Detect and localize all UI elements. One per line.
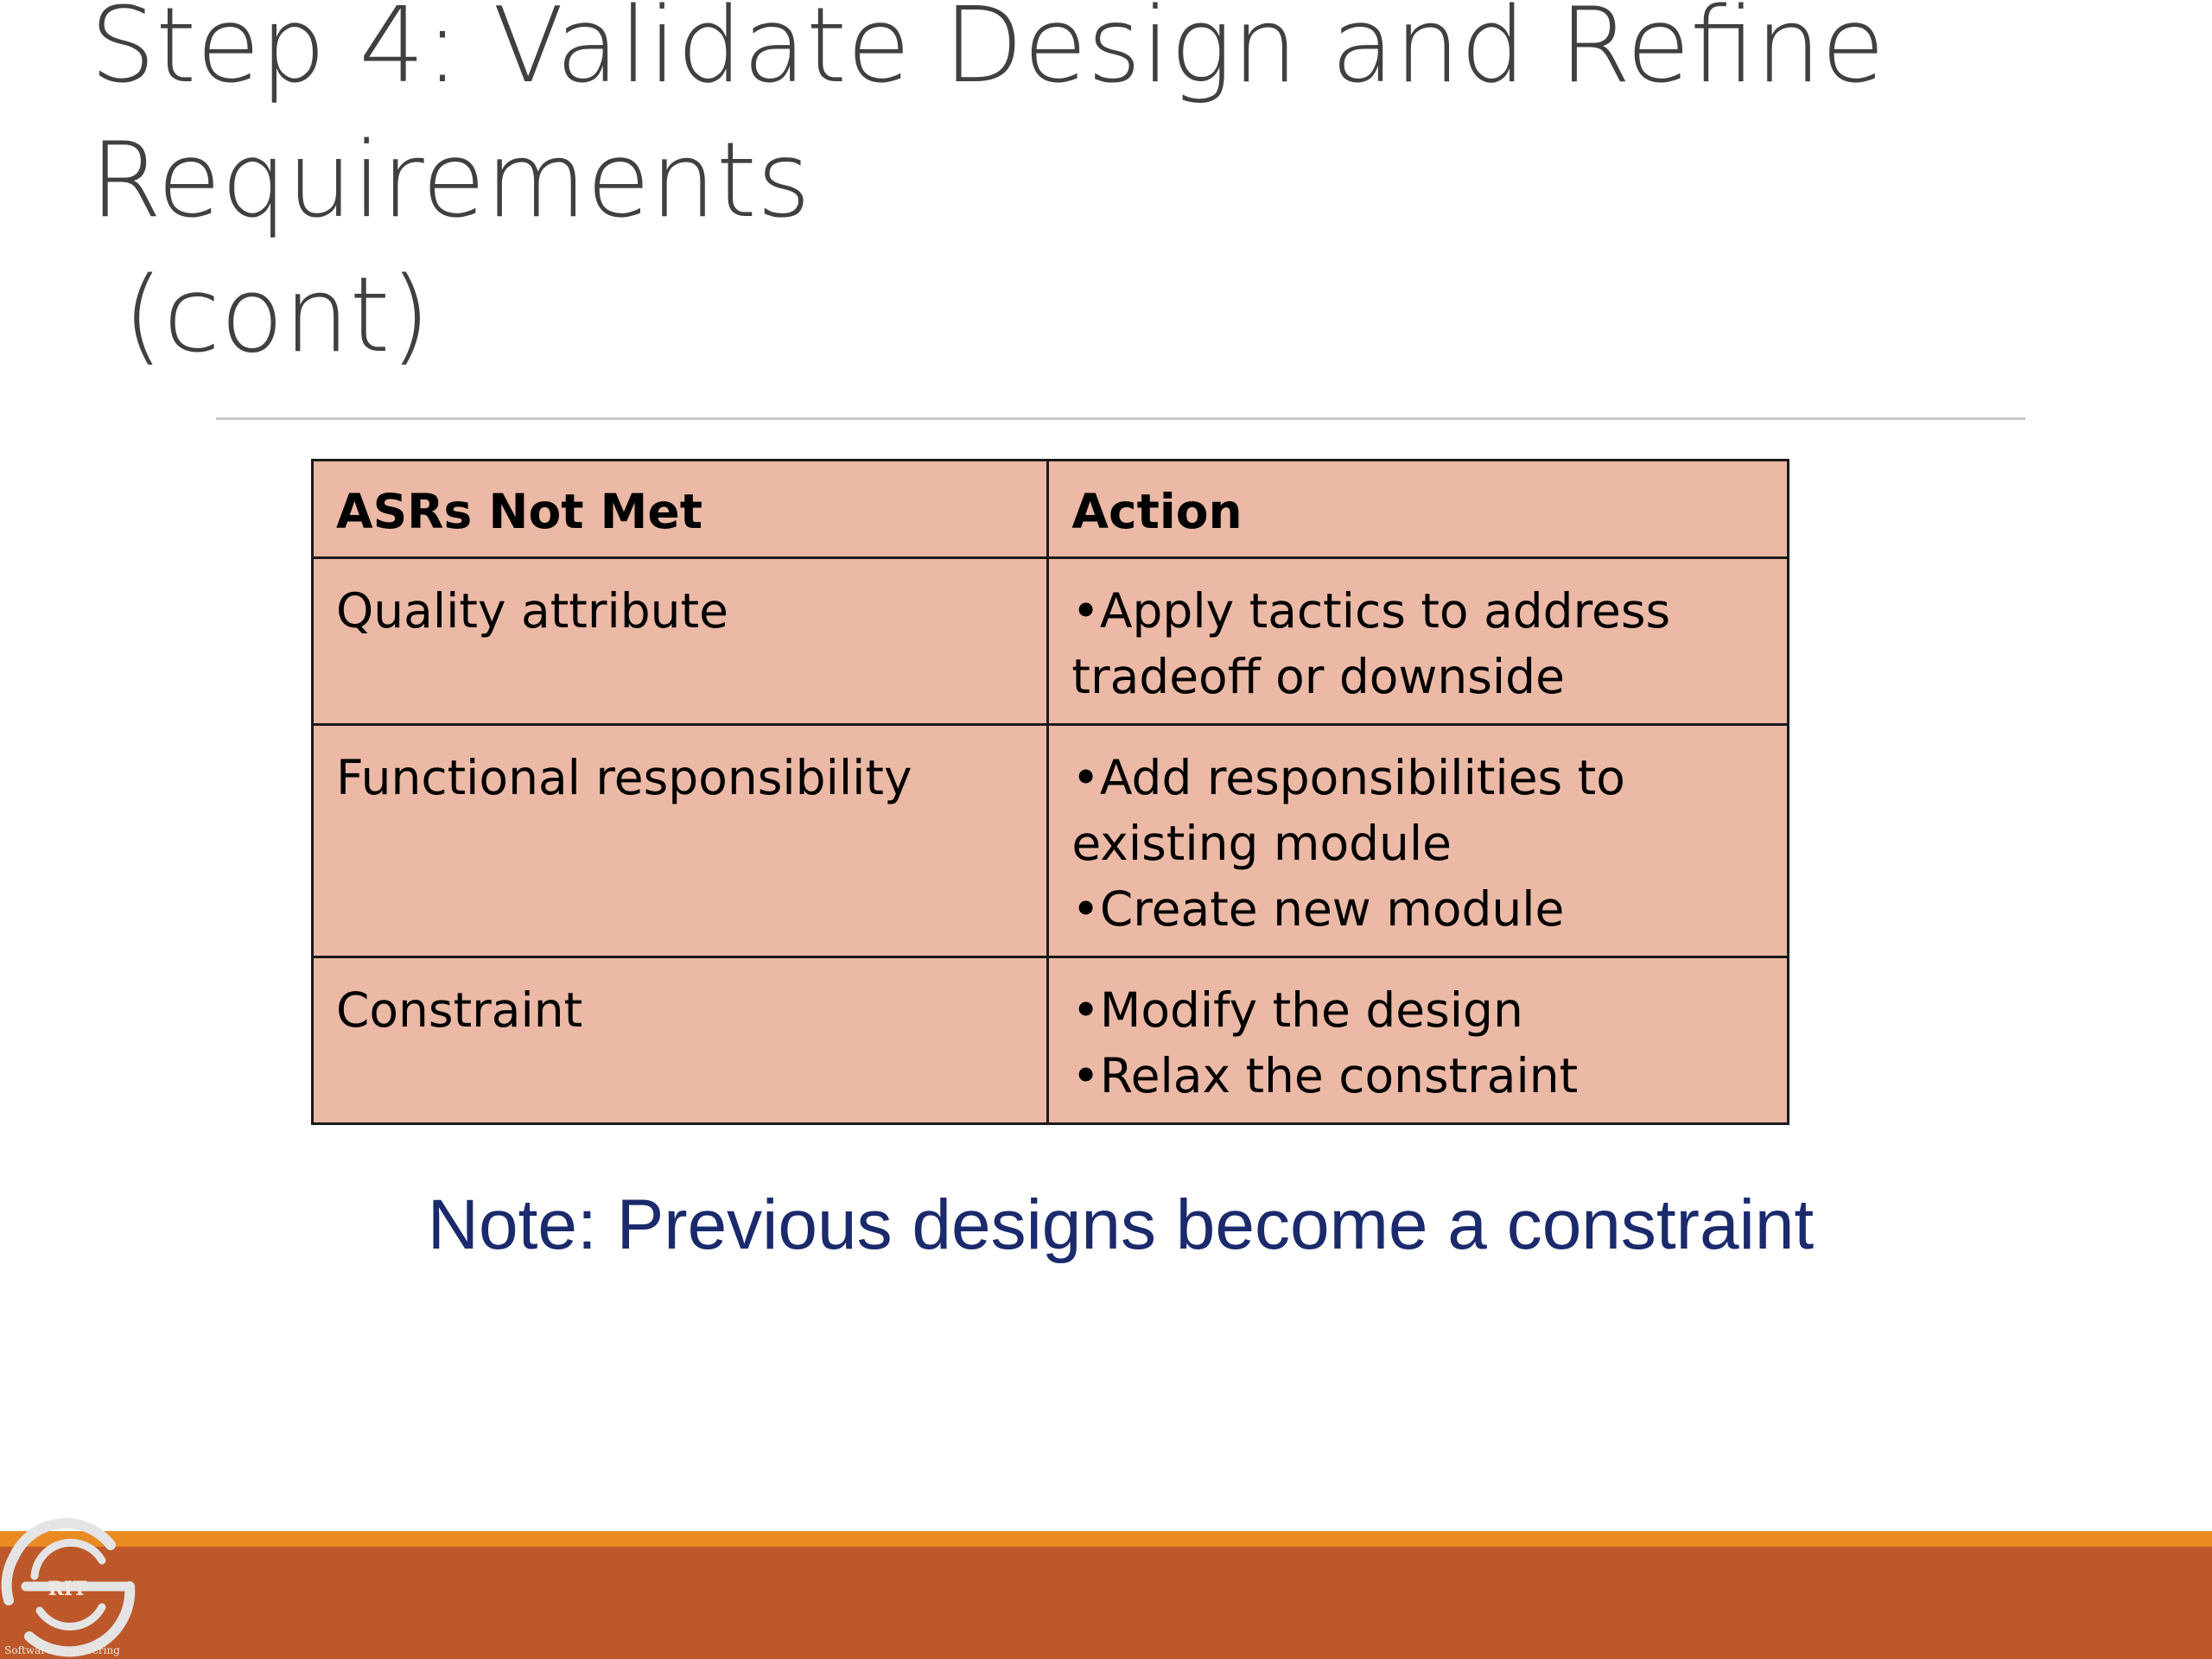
asr-action-table bbox=[311, 459, 1789, 1125]
action-item: • Create new module bbox=[1071, 876, 1766, 942]
rit-se-logo-icon bbox=[0, 1507, 138, 1659]
title-divider bbox=[216, 417, 2025, 420]
action-item: • Apply tactics to address tradeoff or downside bbox=[1071, 578, 1766, 709]
action-item: • Add responsibilities to existing module bbox=[1071, 745, 1766, 876]
table-header-row bbox=[313, 461, 1789, 558]
title-line-3: (cont) bbox=[90, 256, 431, 376]
action-item: • Modify the design bbox=[1071, 977, 1766, 1043]
header-action: Action bbox=[1048, 461, 1789, 558]
footer-bar bbox=[0, 1547, 2212, 1659]
logo-subtext: Software Engineering bbox=[4, 1644, 120, 1656]
action-cell bbox=[1048, 957, 1789, 1124]
table-row bbox=[313, 957, 1789, 1124]
header-asrs-not-met: ASRs Not Met bbox=[313, 461, 1048, 558]
title-line-1: Step 4: Validate Design and Refine bbox=[90, 0, 1885, 106]
asr-cell: Functional responsibility bbox=[313, 725, 1048, 957]
footer-accent-stripe bbox=[0, 1531, 2212, 1547]
table-row bbox=[313, 725, 1789, 957]
asr-cell: Quality attribute bbox=[313, 558, 1048, 725]
action-cell bbox=[1048, 725, 1789, 957]
action-item: • Relax the constraint bbox=[1071, 1043, 1766, 1109]
asr-cell: Constraint bbox=[313, 957, 1048, 1124]
note-text: Note: Previous designs become a constraint bbox=[427, 1185, 1815, 1264]
slide-title bbox=[90, 0, 2034, 384]
title-line-2: Requirements bbox=[90, 121, 811, 241]
table-row bbox=[313, 558, 1789, 725]
logo-rit-text: RIT bbox=[48, 1578, 87, 1600]
action-cell bbox=[1048, 558, 1789, 725]
